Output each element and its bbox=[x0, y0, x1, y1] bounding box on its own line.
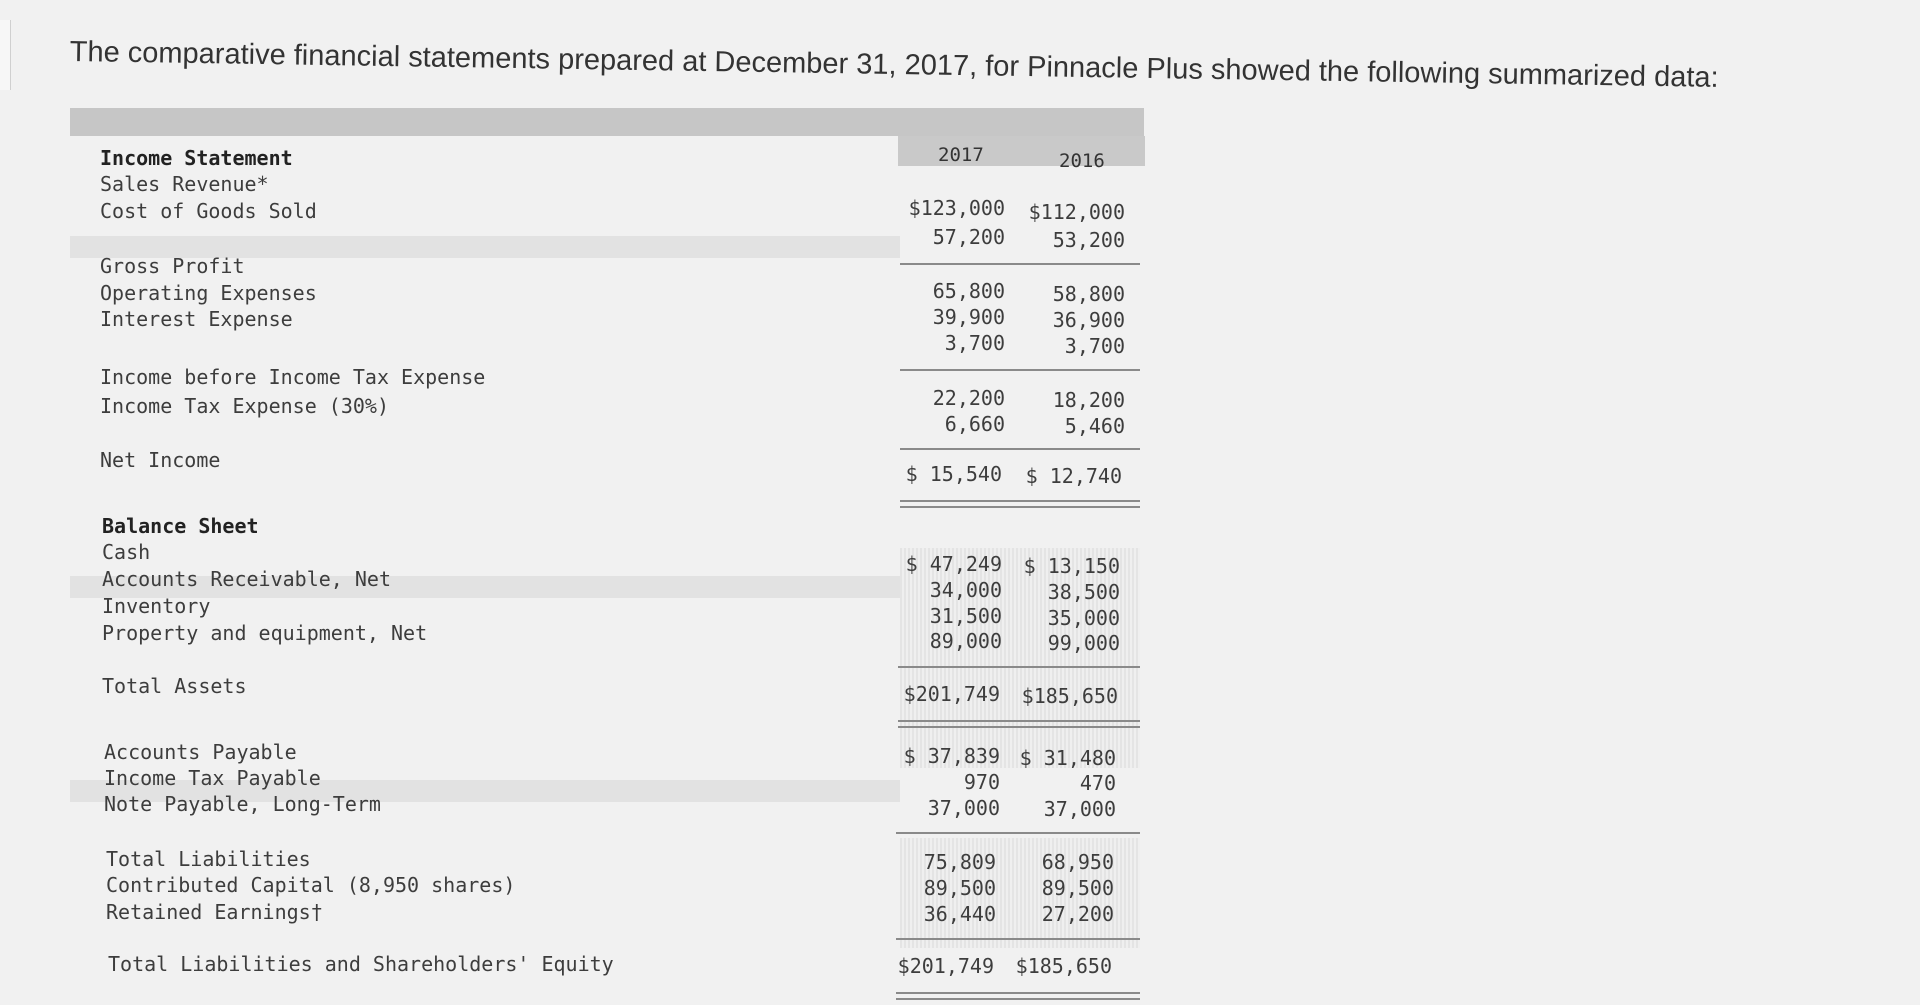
val-2016: 3,700 bbox=[1064, 334, 1125, 358]
val-2016: $ 12,740 bbox=[1025, 464, 1122, 488]
val-2017: 89,000 bbox=[929, 629, 1002, 653]
label-interest-expense: Interest Expense bbox=[100, 307, 293, 331]
table-header-band bbox=[70, 108, 1144, 136]
val-2017: $201,749 bbox=[897, 954, 994, 978]
val-2017: 65,800 bbox=[932, 279, 1005, 303]
subtotal-rule bbox=[900, 263, 1140, 265]
val-2016: 470 bbox=[1079, 771, 1116, 795]
val-2016: 37,000 bbox=[1043, 797, 1116, 821]
val-2016: 18,200 bbox=[1052, 388, 1125, 412]
year-header-band bbox=[898, 136, 1145, 166]
val-2017: $201,749 bbox=[903, 682, 1000, 706]
val-2016: $ 13,150 bbox=[1023, 554, 1120, 578]
label-total-liabilities: Total Liabilities bbox=[106, 847, 311, 871]
label-operating-expenses: Operating Expenses bbox=[100, 281, 317, 305]
label-income-tax-expense: Income Tax Expense (30%) bbox=[100, 394, 389, 418]
val-2017: 75,809 bbox=[923, 850, 996, 874]
double-rule-bottom bbox=[898, 726, 1140, 728]
subtotal-rule bbox=[900, 369, 1140, 371]
window-edge bbox=[0, 20, 11, 90]
subtotal-rule bbox=[896, 832, 1140, 834]
val-2017: 36,440 bbox=[923, 902, 996, 926]
val-2017: 31,500 bbox=[929, 604, 1002, 628]
double-rule-bottom bbox=[896, 998, 1140, 1000]
label-accounts-payable: Accounts Payable bbox=[104, 740, 297, 764]
intro-text: The comparative financial statements prepared at December 31, 2017, for Pinnacle Plus showed the following summarized data: bbox=[69, 36, 1719, 94]
subtotal-rule bbox=[900, 448, 1140, 450]
val-2016: $185,650 bbox=[1015, 954, 1112, 978]
label-cogs: Cost of Goods Sold bbox=[100, 199, 317, 223]
label-net-income: Net Income bbox=[100, 448, 221, 472]
val-2017: 6,660 bbox=[944, 412, 1005, 436]
val-2016: 68,950 bbox=[1041, 850, 1114, 874]
year-2016-header: 2016 bbox=[1059, 150, 1105, 172]
val-2016: 27,200 bbox=[1041, 902, 1114, 926]
val-2017: 970 bbox=[963, 770, 1000, 794]
label-sales-revenue: Sales Revenue* bbox=[100, 172, 269, 196]
val-2017: 39,900 bbox=[932, 305, 1005, 329]
double-rule-top bbox=[896, 992, 1140, 994]
val-2016: $ 31,480 bbox=[1019, 746, 1116, 770]
val-2016: 5,460 bbox=[1064, 414, 1125, 438]
subtotal-rule bbox=[898, 666, 1140, 668]
label-property-equipment: Property and equipment, Net bbox=[102, 621, 428, 645]
balance-sheet-heading: Balance Sheet bbox=[102, 514, 259, 538]
val-2016: $185,650 bbox=[1021, 684, 1118, 708]
val-2016: 89,500 bbox=[1041, 876, 1114, 900]
val-2017: $123,000 bbox=[908, 196, 1005, 220]
val-2016: 36,900 bbox=[1052, 308, 1125, 332]
double-rule-top bbox=[898, 720, 1140, 722]
label-total-liabilities-equity: Total Liabilities and Shareholders' Equity bbox=[108, 952, 614, 976]
val-2017: 22,200 bbox=[932, 386, 1005, 410]
label-retained-earnings: Retained Earnings† bbox=[106, 900, 323, 924]
year-2017-header: 2017 bbox=[938, 144, 984, 166]
val-2016: 99,000 bbox=[1047, 631, 1120, 655]
val-2017: $ 47,249 bbox=[905, 552, 1002, 576]
label-note-payable: Note Payable, Long-Term bbox=[104, 792, 381, 816]
label-cash: Cash bbox=[102, 540, 151, 564]
val-2016: 35,000 bbox=[1047, 606, 1120, 630]
label-contributed-capital: Contributed Capital (8,950 shares) bbox=[106, 873, 516, 897]
val-2017: 3,700 bbox=[944, 331, 1005, 355]
val-2017: 37,000 bbox=[927, 796, 1000, 820]
subtotal-rule bbox=[896, 938, 1140, 940]
label-accounts-receivable: Accounts Receivable, Net bbox=[102, 567, 391, 591]
double-rule-top bbox=[900, 500, 1140, 502]
val-2016: 58,800 bbox=[1052, 282, 1125, 306]
val-2017: 89,500 bbox=[923, 876, 996, 900]
val-2017: 57,200 bbox=[932, 225, 1005, 249]
label-gross-profit: Gross Profit bbox=[100, 254, 245, 278]
label-income-before-tax: Income before Income Tax Expense bbox=[100, 365, 486, 389]
financial-table bbox=[70, 108, 1150, 1005]
val-2017: 34,000 bbox=[929, 578, 1002, 602]
val-2016: 53,200 bbox=[1052, 228, 1125, 252]
label-total-assets: Total Assets bbox=[102, 674, 247, 698]
income-statement-heading: Income Statement bbox=[100, 146, 293, 170]
val-2017: $ 37,839 bbox=[903, 744, 1000, 768]
double-rule-bottom bbox=[900, 506, 1140, 508]
val-2016: $112,000 bbox=[1028, 200, 1125, 224]
label-inventory: Inventory bbox=[102, 594, 211, 618]
label-income-tax-payable: Income Tax Payable bbox=[104, 766, 321, 790]
val-2016: 38,500 bbox=[1047, 580, 1120, 604]
val-2017: $ 15,540 bbox=[905, 462, 1002, 486]
